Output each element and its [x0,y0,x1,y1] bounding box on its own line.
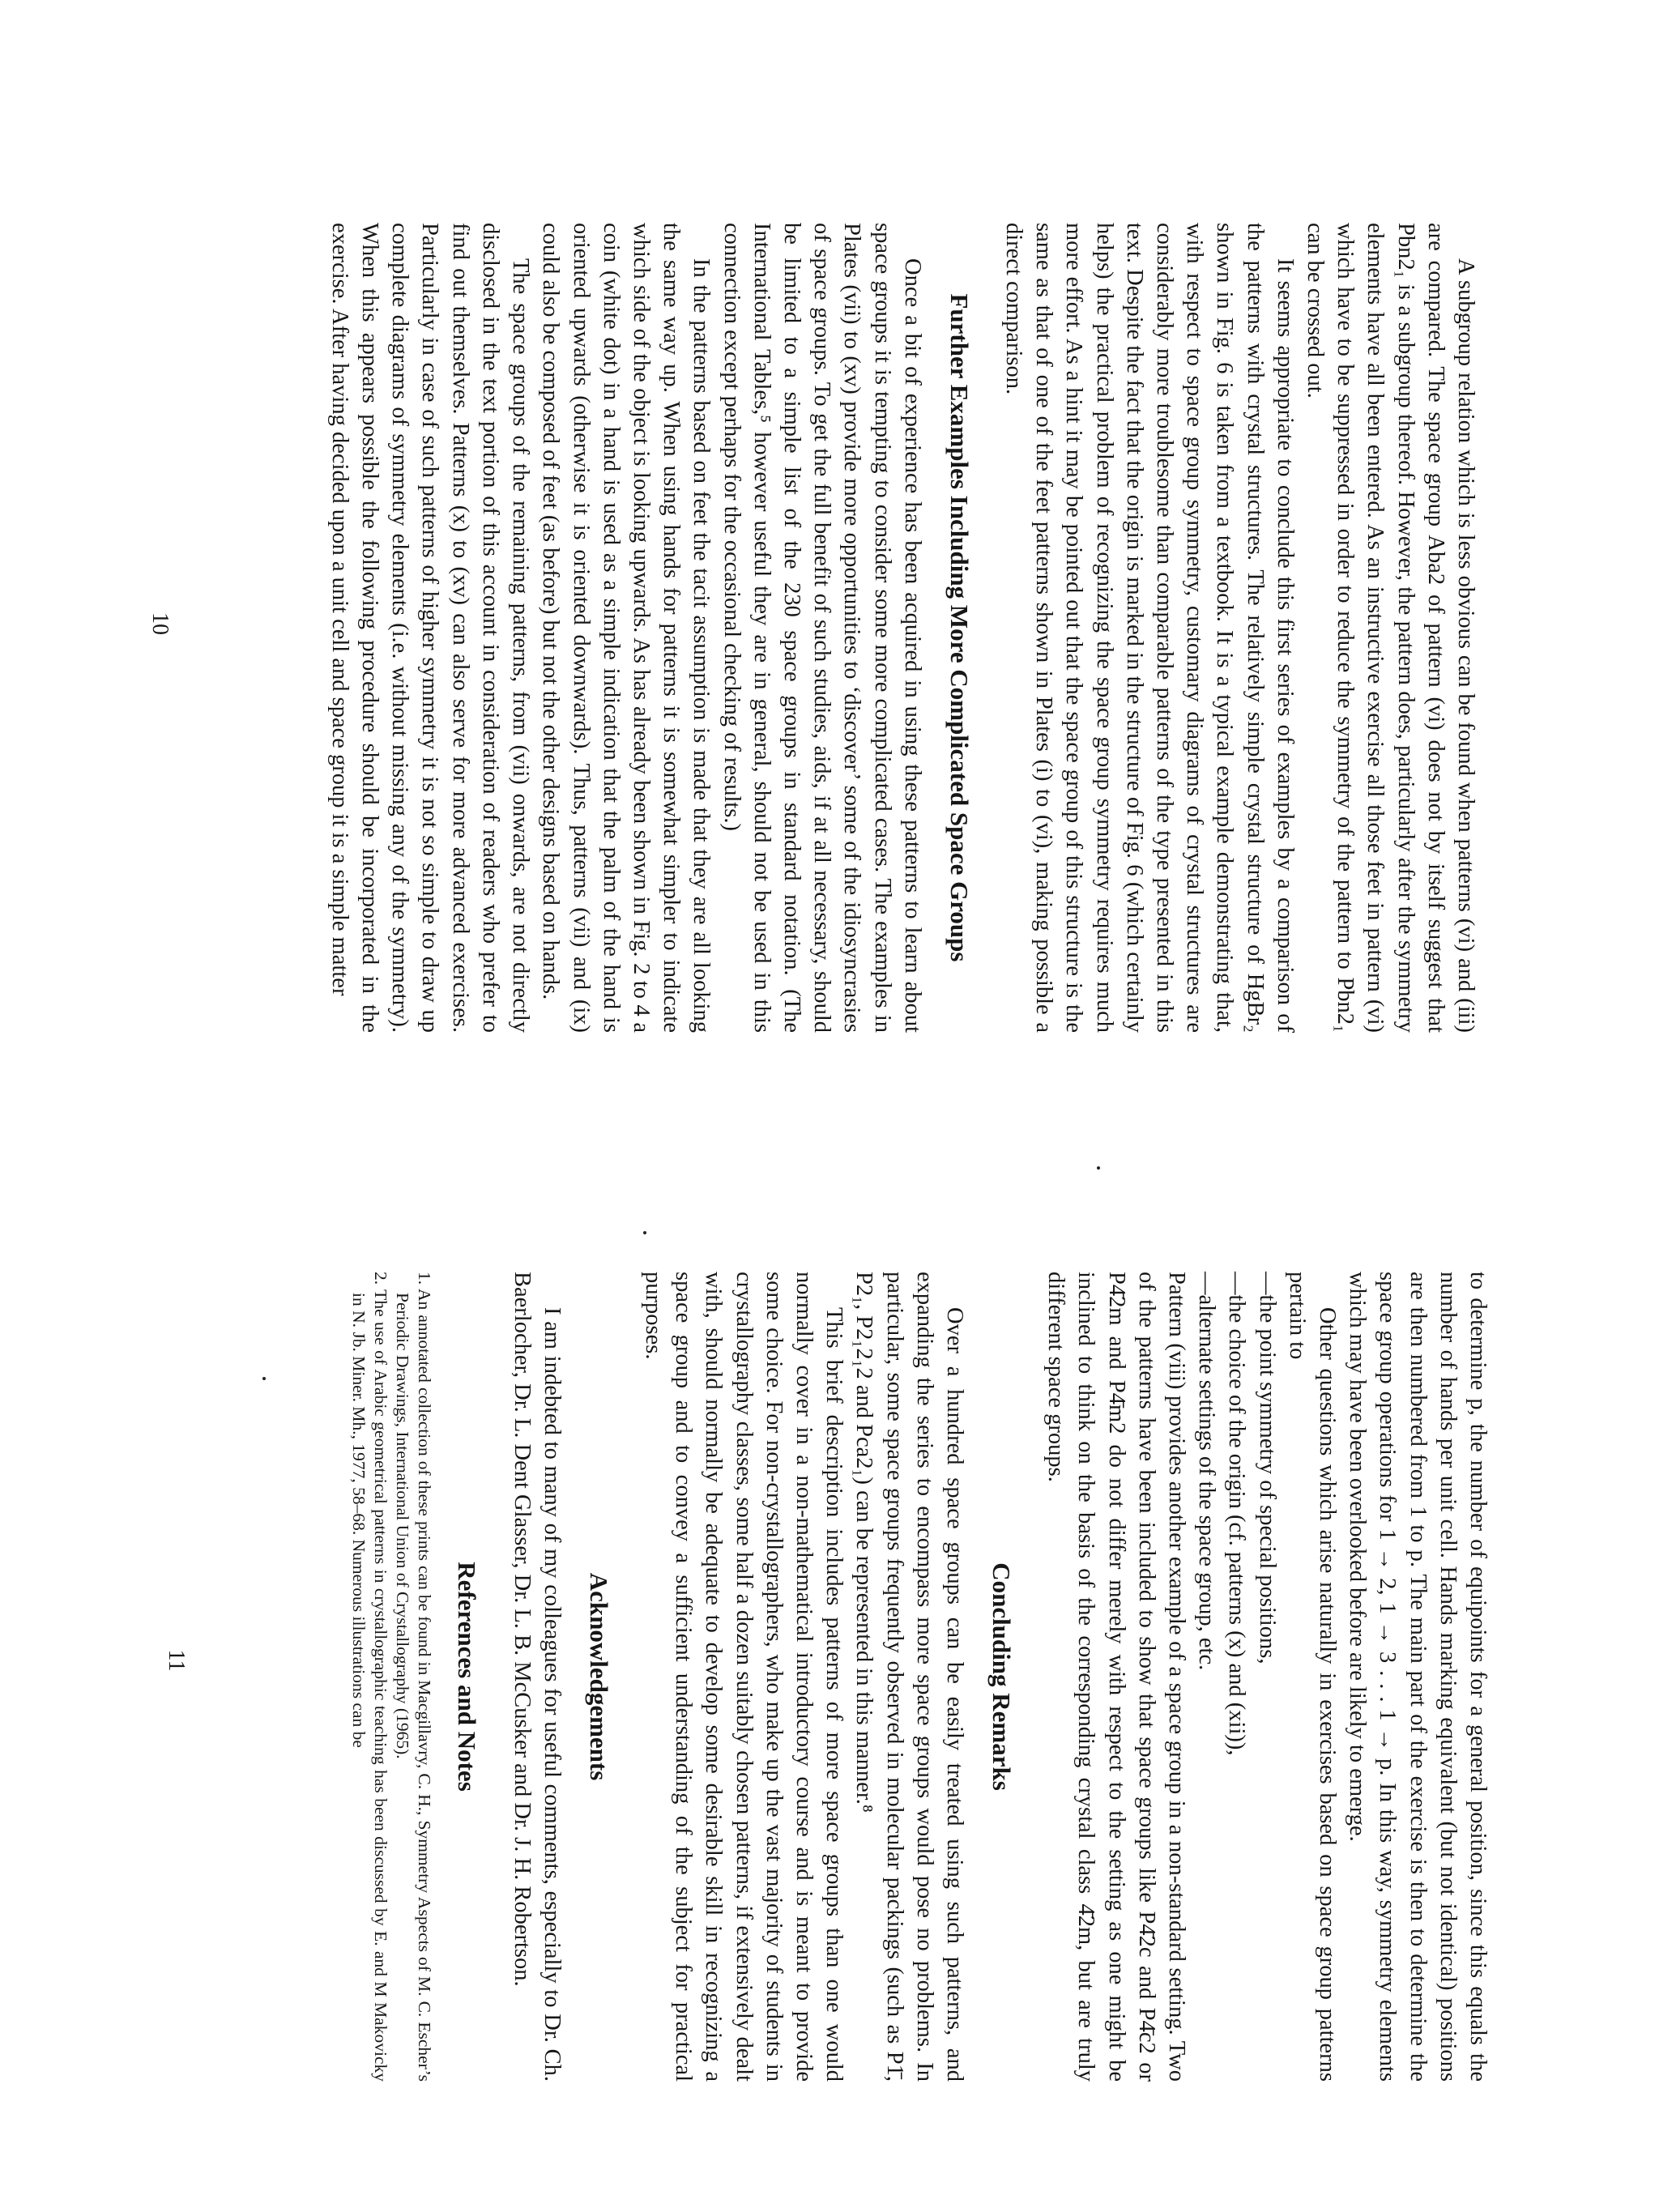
list-item: —the point symmetry of special positions, [1254,1272,1280,1664]
paragraph-equipoints: to determine p, the number of equipoints for a general position, since this equals the number of hands per unit cell. Hands marking equivalent (but not identical) positions are then numbered from 1 to p. The main part of the exercise is then to determine the space group operations for 1 → 2, 1 → 3 . . . 1 → p. In this way, symmetry elements which may have been overlooked before are likely to emerge. [1345,1272,1491,2082]
reference-item: 1. An annotated collection of these prints can be found in Macgillavry, C. H., Symmetry Aspects of M. C. Escher’s Periodic Drawings, International Union of Crystallography (1965). [393,1272,435,2082]
acknowledgements-block [506,1272,566,2082]
paragraph-once-experience: Once a bit of experience has been acquired in using these patterns to learn about space groups it is tempting to consider some more complicated cases. The examples in Plates (vii) to (xv) provide more opportunities to ‘discover’ some of the idiosyncrasies of space groups. To get the full benefit of such studies, aids, if at all necessary, should be limited to a simple list of the 230 space groups in standard notation. (The International Tables,⁵ however useful they are in general, should not be used in this connection except perhaps for the occasional checking of results.) [719,223,925,1033]
paragraph-other-questions: Other questions which arise naturally in exercises based on space group patterns pertain to [1284,1272,1340,2082]
heading-references: References and Notes [453,1562,482,1792]
list-item: —the choice of the origin (cf. patterns (x) and (xii)), [1224,1272,1250,1756]
paragraph-remaining-patterns: The space groups of the remaining patterns, from (vii) onwards, are not directly disclosed in the text portion of this account in consideration of readers who prefer to find out themselves. Patterns (x) to (xv) can also serve for more advanced exercises. Particularly in case of such patterns of higher symmetry it is not so simple to draw up complete diagrams of symmetry elements (i.e. without missing any of the symmetry). When this appears possible the following procedure should be incorporated in the exercise. After having decided upon a unit cell and space group it is a simple matter [326,223,534,1033]
dust-speck [643,1231,646,1234]
reference-item: 2. The use of Arabic geometrical patterns in crystallographic teaching has been discussed by E. and M Makovicky in N. Jb. Miner. Mh., 1977, 58–68. Numerous illustrations can be [349,1272,391,2082]
paragraph-pattern-viii: Pattern (viii) provides another example of a space group in a non-standard setting. Two of the patterns have been included to show that space groups like P4̄2c and P4̄c2 or P4̄2m and P4̄m2 do not differ merely with respect to the setting as one might be inclined to think on the basis of the corresponding crystal class 4̄2m, but are truly different space groups. [1043,1272,1189,2082]
references-list [348,1272,435,2082]
dust-speck [262,1377,266,1380]
paragraph-subgroup-relation: A subgroup relation which is less obvious can be found when patterns (vi) and (iii) are compared. The space group Aba2 of pattern (vi) does not by itself suggest that Pbn2₁ is a subgroup thereof. However, the pattern does, particularly after the symmetry elements have all been entered. As an instructive exercise all those feet in pattern (vi) which have to be suppressed in order to reduce the symmetry of the pattern to Pbn2₁ can be crossed out. [1302,223,1478,1033]
paragraph-hundred-space-groups: Over a hundred space groups can be easily treated using such patterns, and expanding the series to encompass more space groups would pose no problems. In particular, some space groups frequently observed in molecular packings (such as P1̄, P2₁, P2₁2₁2 and Pca2₁) can be represented in this manner.⁸ [851,1272,967,2082]
page-10 [0,113,1659,1134]
heading-concluding-remarks: Concluding Remarks [987,1562,1016,1791]
page-11 [0,1183,1659,2138]
dust-speck [1097,1166,1100,1170]
page-11-text-column [348,1272,1493,2082]
question-list [1192,1272,1282,2082]
paragraph-brief-description: This brief description includes patterns of more space groups than one would normally cover in a non-mathematical introductory course and is meant to provide some choice. For non-crystallographers, who make up the vast majority of students in crystallography classes, some half a dozen suitably chosen patterns, if extensively dealt with, should normally be adequate to develop some desirable skill in recognizing a space group and to convey a sufficient understanding of the subject for practical purposes. [640,1272,847,2082]
paragraph-feet-patterns: In the patterns based on feet the tacit assumption is made that they are all looking the same way up. When using hands for patterns it is somewhat simpler to indicate which side of the object is looking upwards. As has already been shown in Fig. 2 to 4 a coin (white dot) in a hand is used as a simple indication that the palm of the hand is oriented upwards (otherwise it is oriented downwards). Thus, patterns (vii) and (ix) could also be composed of feet (as before) but not the other designs based on hands. [538,223,714,1033]
page-10-text-column [325,223,1481,1033]
page-number-10: 10 [147,612,173,635]
paragraph-crystal-structures: It seems appropriate to conclude this first series of examples by a comparison of the patterns with crystal structures. The relatively simple crystal structure of HgBr₂ shown in Fig. 6 is taken from a textbook. It is a typical example demonstrating that, with respect to space group symmetry, customary diagrams of crystal structures are considerably more troublesome than comparable patterns of the type presented in this text. Despite the fact that the origin is marked in the structure of Fig. 6 (which certainly helps) the practical problem of recognizing the space group symmetry requires much more effort. As a hint it may be pointed out that the space group of this structure is the same as that of one of the feet patterns shown in Plates (i) to (vi), making possible a direct comparison. [1000,223,1298,1033]
heading-acknowledgements: Acknowledgements [584,1572,613,1781]
list-item: —alternate settings of the space group, etc. [1194,1272,1220,1671]
paragraph-acknowledgements: I am indebted to many of my colleagues for useful comments, especially to Dr. Ch. Baerlocher, Dr. L. Dent Glasser, Dr. L. B. McCusker and Dr. J. H. Robertson. [509,1272,565,2082]
page-number-11: 11 [164,1649,189,1672]
heading-further-examples: Further Examples Including More Complicated Space Groups [945,293,974,962]
